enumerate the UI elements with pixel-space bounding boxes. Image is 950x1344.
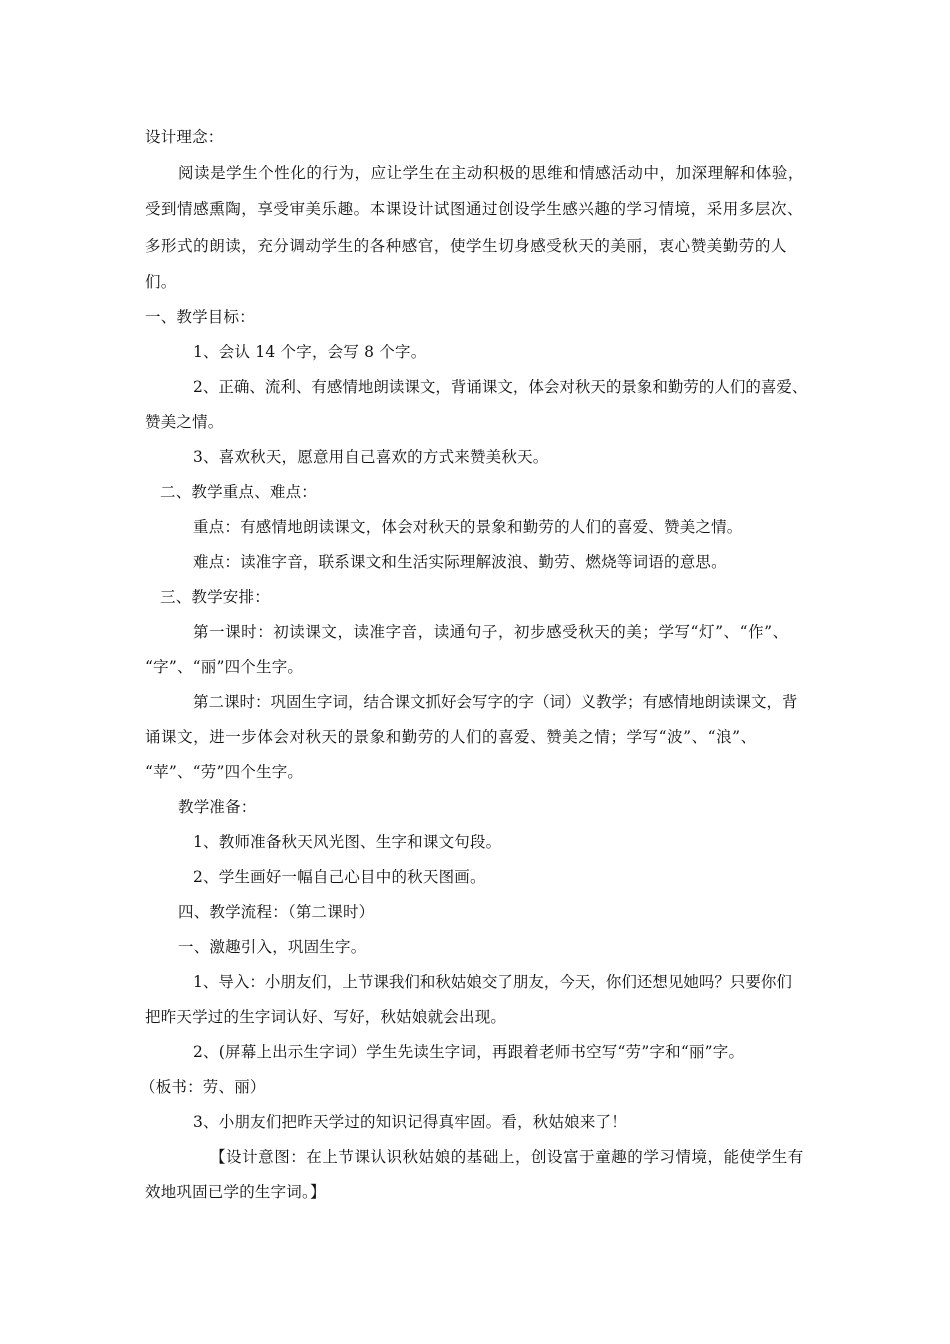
list-item: 3、喜欢秋天，愿意用自己喜欢的方式来赞美秋天。 bbox=[193, 448, 549, 466]
list-item-continuation: 赞美之情。 bbox=[145, 413, 224, 431]
list-item: 1、导入：小朋友们，上节课我们和秋姑娘交了朋友，今天，你们还想见她吗？只要你们 bbox=[193, 973, 792, 991]
section-heading: 一、教学目标： bbox=[145, 308, 255, 326]
section-heading: 三、教学安排： bbox=[160, 588, 270, 606]
subsection-heading: 一、激趣引入，巩固生字。 bbox=[178, 938, 367, 956]
list-item: 1、会认 14 个字，会写 8 个字。 bbox=[193, 343, 427, 361]
paragraph-line: “字”、“丽”四个生字。 bbox=[145, 658, 304, 676]
heading-design-concept: 设计理念： bbox=[145, 128, 224, 146]
design-intent-note: 【设计意图：在上节课认识秋姑娘的基础上，创设富于童趣的学习情境，能使学生有 bbox=[210, 1148, 804, 1166]
list-item: 2、正确、流利、有感情地朗读课文，背诵课文，体会对秋天的景象和勤劳的人们的喜爱、 bbox=[193, 378, 808, 396]
paragraph-line: “苹”、“劳”四个生字。 bbox=[145, 763, 304, 781]
list-item: 1、教师准备秋天风光图、生字和课文句段。 bbox=[193, 833, 502, 851]
list-item: 3、小朋友们把昨天学过的知识记得真牢固。看，秋姑娘来了！ bbox=[193, 1113, 627, 1131]
paragraph-line: 诵课文，进一步体会对秋天的景象和勤劳的人们的喜爱、赞美之情；学写“波”、“浪”、 bbox=[145, 728, 757, 746]
list-item-continuation: 把昨天学过的生字词认好、写好，秋姑娘就会出现。 bbox=[145, 1008, 507, 1026]
paragraph-line: 多形式的朗读，充分调动学生的各种感官，使学生切身感受秋天的美丽，衷心赞美勤劳的人 bbox=[145, 237, 788, 255]
paragraph-line: 难点：读准字音，联系课文和生活实际理解波浪、勤劳、燃烧等词语的意思。 bbox=[193, 553, 727, 571]
board-note: （板书：劳、丽） bbox=[140, 1078, 266, 1096]
section-heading: 四、教学流程：（第二课时） bbox=[178, 903, 375, 921]
list-item: 2、(屏幕上出示生字词）学生先读生字词，再跟着老师书空写“劳”字和“丽”字。 bbox=[193, 1043, 745, 1061]
paragraph-line: 受到情感熏陶，享受审美乐趣。本课设计试图通过创设学生感兴趣的学习情境，采用多层次、 bbox=[145, 200, 804, 218]
design-intent-note: 效地巩固已学的生字词。】 bbox=[145, 1183, 326, 1201]
section-heading: 教学准备： bbox=[178, 798, 257, 816]
section-heading: 二、教学重点、难点： bbox=[160, 483, 318, 501]
paragraph-line: 阅读是学生个性化的行为，应让学生在主动积极的思维和情感活动中，加深理解和体验， bbox=[178, 164, 804, 182]
list-item: 2、学生画好一幅自己心目中的秋天图画。 bbox=[193, 868, 486, 886]
paragraph-line: 们。 bbox=[145, 273, 177, 291]
paragraph-line: 第二课时：巩固生字词，结合课文抓好会写字的字（词）义教学；有感情地朗读课文，背 bbox=[193, 693, 798, 711]
paragraph-line: 第一课时：初读课文，读准字音，读通句子，初步感受秋天的美；学写“灯”、“作”、 bbox=[193, 623, 789, 641]
paragraph-line: 重点：有感情地朗读课文，体会对秋天的景象和勤劳的人们的喜爱、赞美之情。 bbox=[193, 518, 743, 536]
